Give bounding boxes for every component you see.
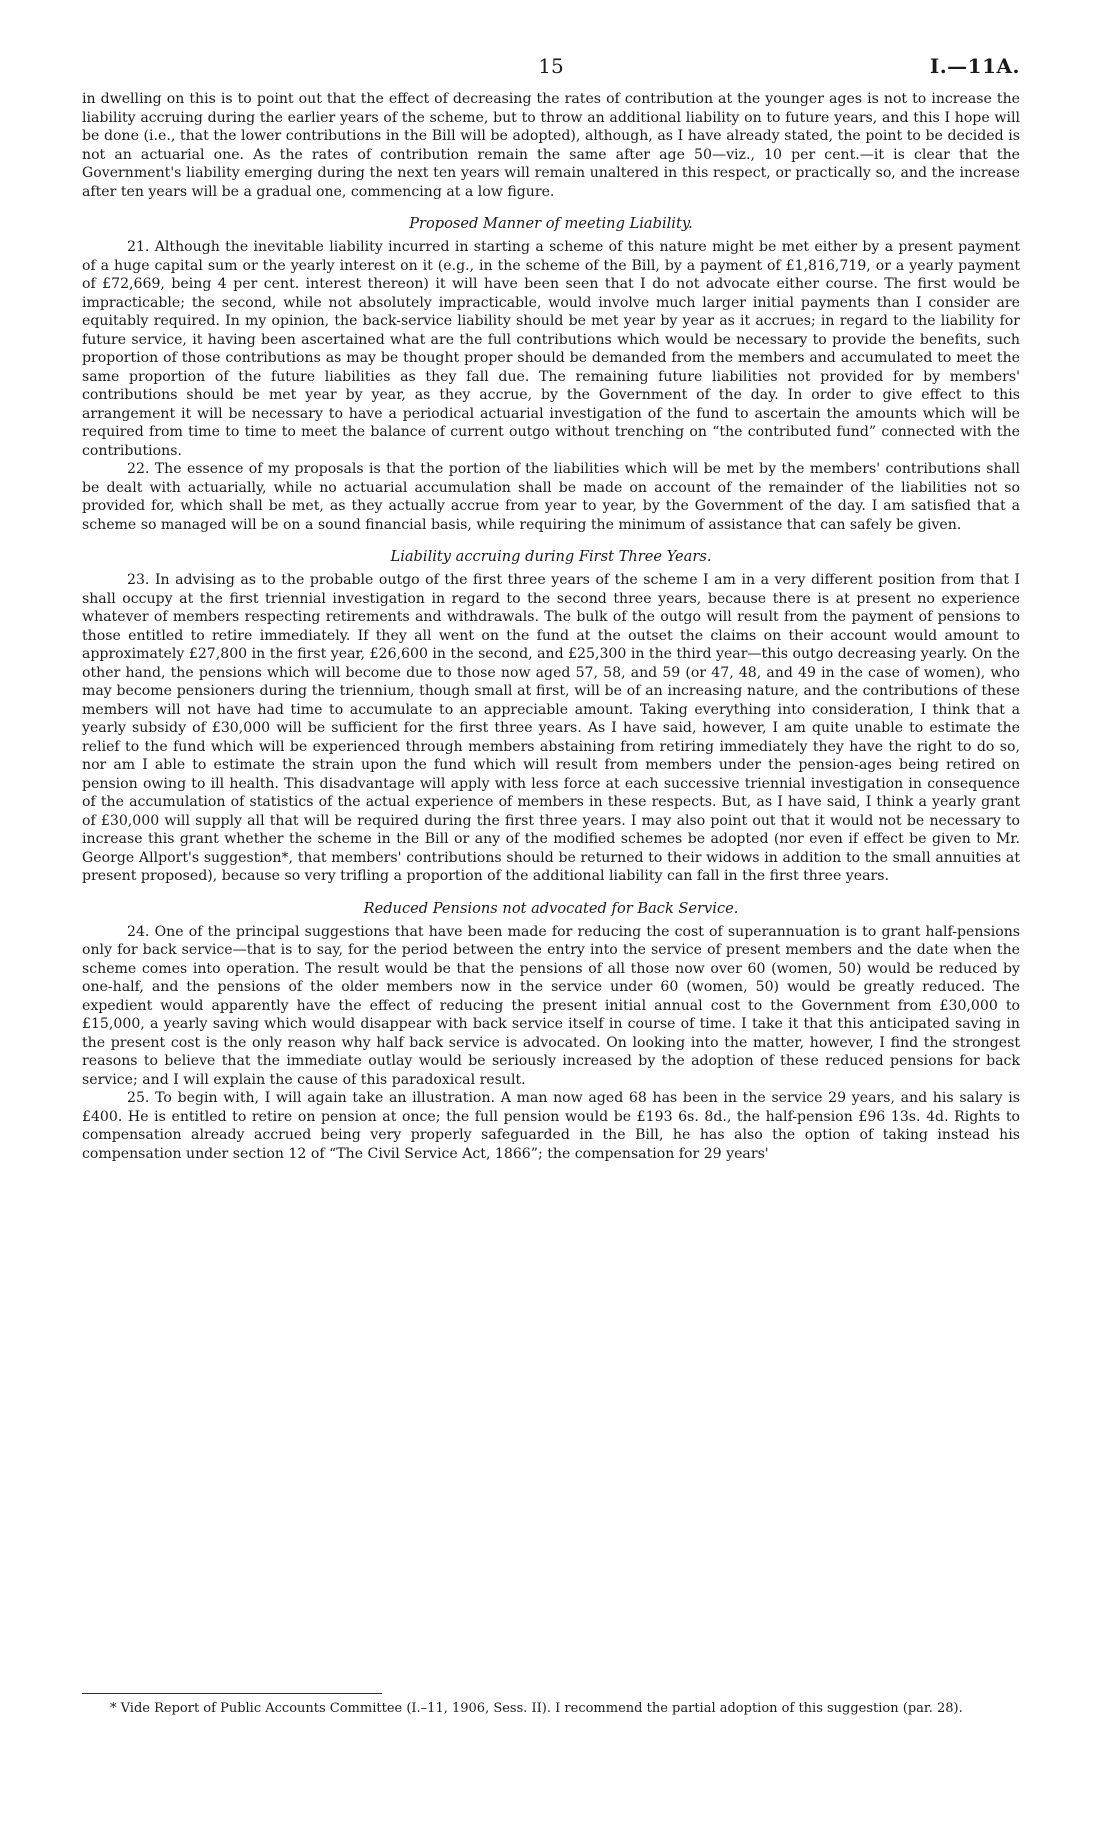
footnote-layer — [82, 0, 1020, 1832]
footnote-divider — [82, 1693, 382, 1694]
paragraph-continuation: in dwelling on this is to point out that the effect of decreasing the rates of contribution at the younger ages is not to increase the liability accruing during the earlier years of the scheme, but to throw an additional liability on to future years, and this I hope will be done (i.e., that the lower contributions in the Bill will be adopted), although, as I have already stated, the point to be decided is not an actuarial one. As the rates of contribution remain the same after age 50—viz., 10 per cent.—it is clear that the Government's liability emerging during the next ten years will remain unaltered in this respect, or practically so, and the increase after ten years will be a gradual one, commencing at a low figure. — [82, 91, 1020, 200]
section-heading-reduced-pensions: Reduced Pensions not advocated for Back Service. — [363, 899, 739, 917]
paragraph-23: 23. In advising as to the probable outgo of the first three years of the scheme I am in a very different position from that I shall occupy at the first triennial investigation in regard to the second three years, because there is at present no experience whatever of members respecting retirements and withdrawals. The bulk of the outgo will result from the payment of pensions to those entitled to retire immediately. If they all went on the fund at the outset the claims on their account would amount to approximately £27,800 in the first year, £26,600 in the second, and £25,300 in the third year—this outgo decreasing yearly. On the other hand, the pensions which will become due to those now aged 57, 58, and 59 (or 47, 48, and 49 in the case of women), who may become pensioners during the triennium, though small at first, will be of an increasing nature, and the contributions of these members will not have had time to accumulate to an appreciable amount. Taking everything into consideration, I think that a yearly subsidy of £30,000 will be sufficient for the first three years. As I have said, however, I am quite unable to estimate the relief to the fund which will be experienced through members abstaining from retiring immediately they have the right to do so, nor am I able to estimate the strain upon the fund which will result from members under the pension-ages being retired on pension owing to ill health. This disadvantage will apply with less force at each successive triennial investigation in consequence of the accumulation of statistics of the actual experience of members in these respects. But, as I have said, I think a yearly grant of £30,000 will supply all that will be required during the first three years. I may also point out that it would not be necessary to increase this grant whether the scheme in the Bill or any of the modified schemes be adopted (nor even if effect be given to Mr. George Allport's suggestion*, that members' contributions should be returned to their widows in addition to the small annuities at present proposed), because so very trifling a proportion of the additional liability can fall in the first three years. — [82, 572, 1020, 884]
paragraph-24: 24. One of the principal suggestions that have been made for reducing the cost of superannuation is to grant half-pensions only for back service—that is to say, for the period between the entry into the service of present members and the date when the scheme comes into operation. The result would be that the pensions of all those now over 60 (women, 50) would be reduced by one-half, and the pensions of the older members now in the service under 60 (women, 50) would be greatly reduced. The expedient would apparently have the effect of reducing the present initial annual cost to the Government from £30,000 to £15,000, a yearly saving which would disappear with back service itself in course of time. I take it that this anticipated saving in the present cost is the only reason why half back service is advocated. On looking into the matter, however, I find the strongest reasons to believe that the immediate outlay would be seriously increased by the adoption of these reduced pensions for back service; and I will explain the cause of this paradoxical result. — [82, 923, 1020, 1088]
paragraph-21: 21. Although the inevitable liability incurred in starting a scheme of this nature might be met either by a present payment of a huge capital sum or the yearly interest on it (e.g., in the scheme of the Bill, by a payment of £1,816,719, or a yearly payment of £72,669, being 4 per cent. interest thereon) it will have been seen that I do not advocate either course. The first would be impracticable; the second, while not absolutely impracticable, would involve much larger initial payments than I consider are equitably required. In my opinion, the back-service liability should be met year by year as it accrues; in regard to the liability for future service, it having been ascertained what are the full contributions which would be necessary to provide the benefits, such proportion of those contributions as may be thought proper should be demanded from the members and accumulated to meet the same proportion of the future liabilities as they fall due. The remaining future liabilities not provided for by members' contributions should be met year by year, as they accrue, by the Government of the day. In order to give effect to this arrangement it will be necessary to have a periodical actuarial investigation of the fund to ascertain the amounts which will be required from time to time to meet the balance of current outgo without trenching on “the contributed fund” connected with the contributions. — [82, 239, 1020, 459]
section-heading-first-three-years: Liability accruing during First Three Years. — [390, 548, 712, 565]
document-reference: I.—11A. — [929, 54, 1020, 78]
footnote: * Vide Report of Public Accounts Committee (I.–11, 1906, Sess. II). I recommend the partial adoption of this suggestion (par. 28). — [110, 1701, 963, 1716]
page-number: 15 — [538, 54, 564, 78]
section-heading-manner-of-meeting-liability: Proposed Manner of meeting Liability. — [409, 215, 693, 232]
paragraph-25: 25. To begin with, I will again take an illustration. A man now aged 68 has been in the service 29 years, and his salary is £400. He is entitled to retire on pension at once; the full pension would be £193 6s. 8d., the half-pension £96 13s. 4d. Rights to compensation already accrued being very properly safeguarded in the Bill, he has also the option of taking instead his compensation under section 12 of “The Civil Service Act, 1866”; the compensation for 29 years' — [82, 1090, 1020, 1162]
paragraph-22: 22. The essence of my proposals is that the portion of the liabilities which will be met by the members' contributions shall be dealt with actuarially, while no actuarial accumulation shall be made on account of the remainder of the liabilities not so provided for, which shall be met, as they actually accrue from year to year, by the Government of the day. I am satisfied that a scheme so managed will be on a sound financial basis, while requiring the minimum of assistance that can safely be given. — [82, 461, 1020, 533]
